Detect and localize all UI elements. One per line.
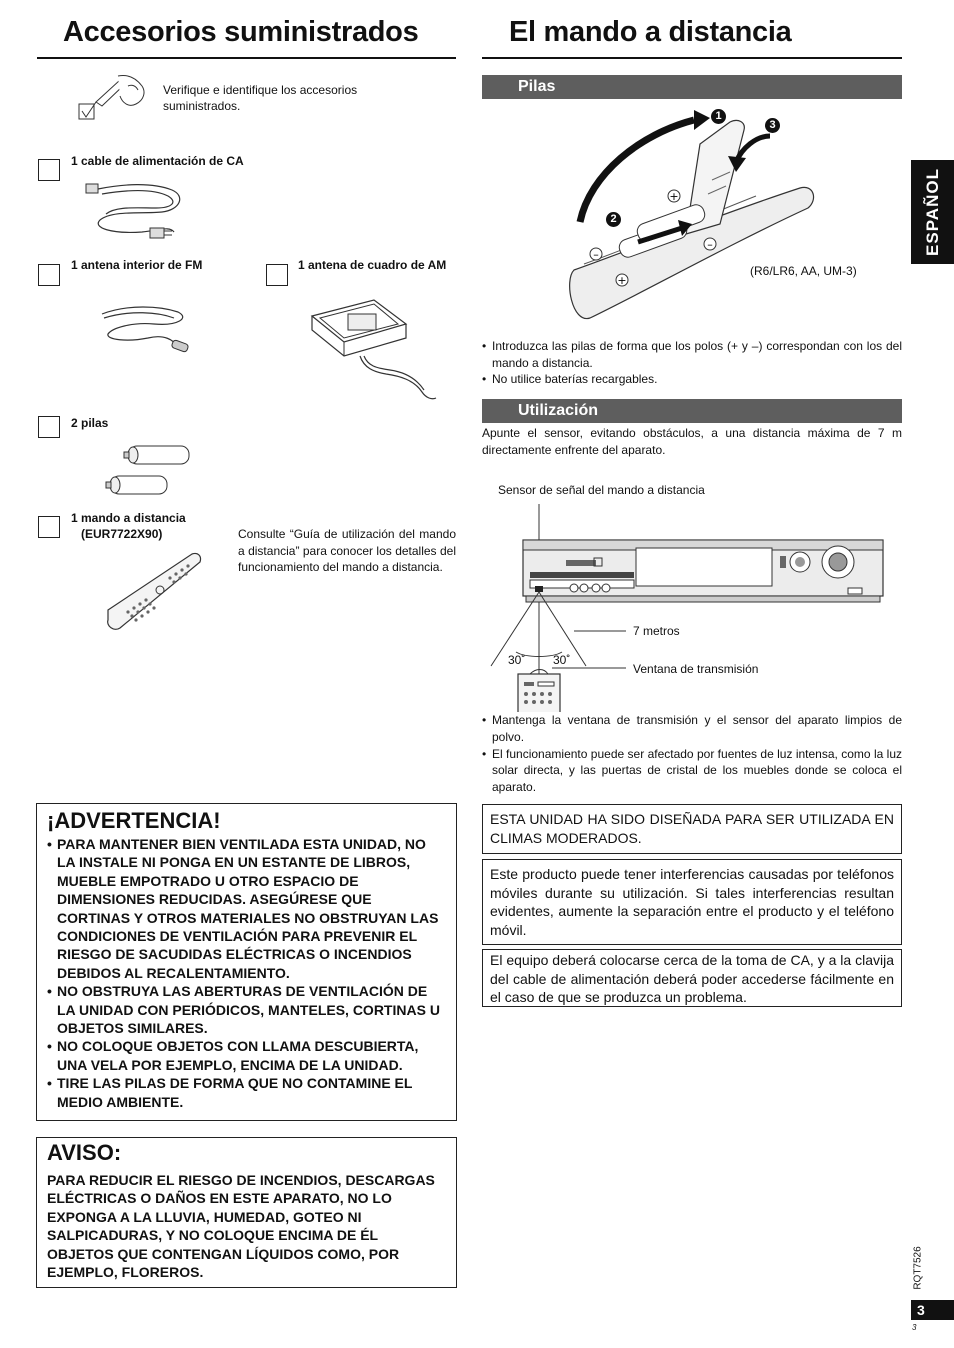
- climate-notice-box: ESTA UNIDAD HA SIDO DISEÑADA PARA SER UTILIZADA EN CLIMAS MODERADOS.: [482, 804, 902, 854]
- utilizacion-bullet: • Mantenga la ventana de transmisión y el sensor del aparato limpios de polvo.: [482, 712, 902, 746]
- ac-outlet-notice-box: El equipo deberá colocarse cerca de la toma de CA, y a la clavija del cable de alimentación deberá poder accederse fácilmente en el caso de que se produzca un problema.: [482, 949, 902, 1007]
- angle-left-label: 30˚: [508, 653, 526, 667]
- pilas-bullet: • No utilice baterías recargables.: [482, 371, 902, 388]
- item-label-am-antenna: 1 antena de cuadro de AM: [298, 258, 447, 272]
- receiver-range-diagram: [486, 500, 886, 712]
- item-label-remote-model: (EUR7722X90): [81, 527, 163, 541]
- warning-list: [47, 835, 446, 1111]
- angle-right-label: 30˚: [553, 653, 571, 667]
- aviso-text: PARA REDUCIR EL RIESGO DE INCENDIOS, DESCARGAS ELÉCTRICAS O DAÑOS EN ESTE APARATO, NO LO EXPONGA A LA LLUVIA, HUMEDAD, GOTEO NI SALPICADURAS, Y NO COLOQUE ENCIMA DE ÉL OBJETOS QUE CONTENGAN LÍQUIDOS COMO, POR EJEMPLO, FLOREROS.: [47, 1172, 435, 1281]
- checkbox-batteries[interactable]: [38, 416, 60, 438]
- mobile-phone-notice-box: Este producto puede tener interferencias causadas por teléfonos móviles durante su utilización. Si tales interferencias resultan evidentes, aumente la separación entre el producto y el teléfono móvil.: [482, 859, 902, 945]
- svg-text:+: +: [669, 190, 679, 203]
- am-loop-antenna-illustration: [304, 294, 444, 406]
- battery-insertion-illustration: [560, 104, 820, 324]
- warning-item: • PARA MANTENER BIEN VENTILADA ESTA UNIDAD, NO LA INSTALE NI PONGA EN UN ESTANTE DE LIBROS, MUEBLE EMPOTRADO U OTRO ESPACIO DE DIMENSIONES REDUCIDAS. ASEGÚRESE QUE CORTINAS Y OTROS MATERIALES NO OBSTRUYAN LAS CONDICIONES DE VENTILACIÓN PARA PREVENIR EL RIESGO DE SACUDIDAS ELÉCTRICAS O INCENDIOS DEBIDOS AL RECALENTAMIENTO.: [47, 835, 446, 982]
- power-cord-illustration: [82, 180, 192, 244]
- batteries-illustration: [105, 444, 193, 500]
- warning-item: • NO OBSTRUYA LAS ABERTURAS DE VENTILACIÓN DE LA UNIDAD CON PERIÓDICOS, MANTELES, CORTINAS U OBJETOS SIMILARES.: [47, 982, 446, 1037]
- fm-antenna-illustration: [98, 300, 198, 356]
- item-label-batteries: 2 pilas: [71, 416, 109, 430]
- warning-box: [36, 803, 457, 1121]
- window-label: Ventana de transmisión: [633, 662, 759, 676]
- page-footnote: 3: [912, 1323, 917, 1332]
- step-marker-3: [765, 118, 780, 133]
- item-label-remote: 1 mando a distancia: [71, 511, 186, 525]
- language-tab-label: ESPAÑOL: [923, 168, 942, 256]
- warning-title: ¡ADVERTENCIA!: [47, 808, 221, 833]
- checklist-pencil-icon: [76, 72, 156, 124]
- utilizacion-bullet-list: [482, 712, 902, 796]
- aviso-title: AVISO:: [47, 1140, 122, 1165]
- warning-item: • NO COLOQUE OBJETOS CON LLAMA DESCUBIERTA, UNA VELA POR EJEMPLO, ENCIMA DE LA UNIDAD.: [47, 1037, 446, 1074]
- page-number-badge: [911, 1300, 954, 1320]
- checkbox-am-antenna[interactable]: [266, 264, 288, 286]
- distance-label: 7 metros: [633, 624, 680, 638]
- remote-control-illustration: [104, 548, 204, 634]
- sensor-label: Sensor de señal del mando a distancia: [498, 483, 705, 497]
- step-marker-3-label: 3: [769, 119, 776, 131]
- pilas-heading: Pilas: [482, 75, 902, 99]
- step-marker-1: [711, 109, 726, 124]
- svg-text:–: –: [593, 248, 599, 261]
- step-marker-2: [606, 212, 621, 227]
- step-marker-2-label: 2: [610, 213, 617, 225]
- svg-text:–: –: [707, 238, 713, 251]
- doc-code: RQT7526: [912, 1246, 924, 1290]
- language-tab: [911, 160, 954, 264]
- left-page-title: Accesorios suministrados: [63, 16, 419, 48]
- checkbox-fm-antenna[interactable]: [38, 264, 60, 286]
- svg-text:+: +: [617, 274, 627, 287]
- item-label-power-cord: 1 cable de alimentación de CA: [71, 154, 244, 168]
- step-marker-1-label: 1: [715, 110, 722, 122]
- left-title-rule: [37, 57, 456, 59]
- checkbox-remote[interactable]: [38, 516, 60, 538]
- right-page-title: El mando a distancia: [509, 16, 792, 48]
- page-number: 3: [917, 1302, 925, 1318]
- right-title-rule: [482, 57, 902, 59]
- pilas-bullet-list: [482, 338, 902, 388]
- aviso-box: [36, 1137, 457, 1288]
- warning-item: • TIRE LAS PILAS DE FORMA QUE NO CONTAMINE EL MEDIO AMBIENTE.: [47, 1074, 446, 1111]
- utilizacion-text: Apunte el sensor, evitando obstáculos, a una distancia máxima de 7 m directamente enfrente del aparato.: [482, 426, 902, 457]
- utilizacion-bullet: • El funcionamiento puede ser afectado por fuentes de luz intensa, como la luz solar directa, y las puertas de cristal de los muebles donde se coloca el aparato.: [482, 746, 902, 796]
- battery-type-label: (R6/LR6, AA, UM-3): [750, 264, 857, 278]
- item-label-fm-antenna: 1 antena interior de FM: [71, 258, 203, 272]
- utilizacion-heading: Utilización: [482, 399, 902, 423]
- checkbox-power-cord[interactable]: [38, 159, 60, 181]
- pilas-bullet: • Introduzca las pilas de forma que los polos (+ y –) correspondan con los del mando a distancia.: [482, 338, 902, 371]
- verify-text: Verifique e identifique los accesorios suministrados.: [163, 83, 358, 113]
- remote-note: Consulte “Guía de utilización del mando a distancia” para conocer los detalles del funcionamiento del mando a distancia.: [238, 527, 456, 574]
